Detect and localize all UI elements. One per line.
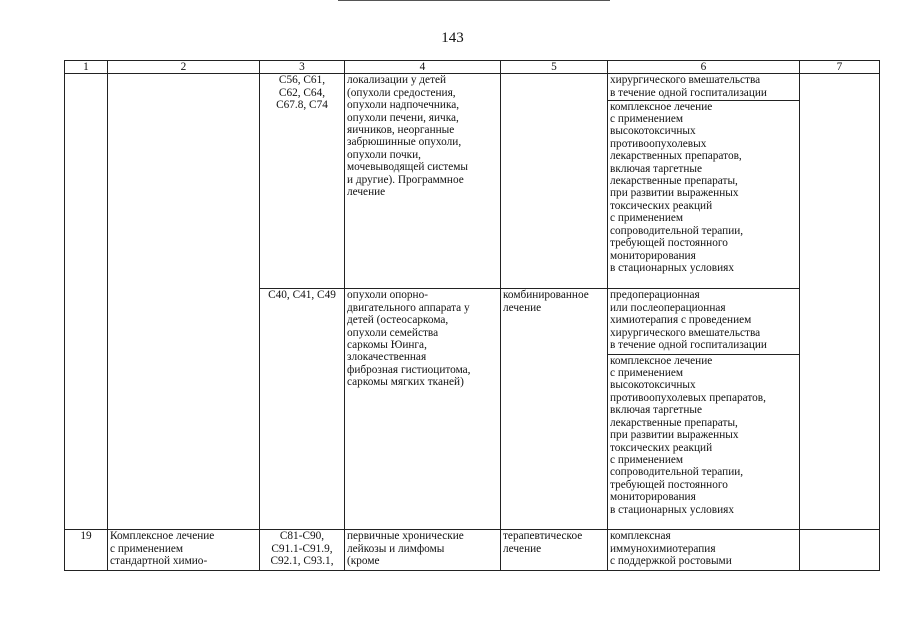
header-col-2: 2 <box>108 61 260 74</box>
row19-number: 19 <box>65 530 108 571</box>
row19-profile: Комплексное лечение с применением стандартной химио- <box>108 530 260 571</box>
row19-disease: первичные хронические лейкозы и лимфомы (кроме <box>345 530 501 571</box>
header-col-7: 7 <box>800 61 880 74</box>
table-row-19 <box>65 530 880 571</box>
header-col-4: 4 <box>345 61 501 74</box>
top-rule <box>338 0 610 1</box>
header-col-5: 5 <box>501 61 608 74</box>
cell-col1-continued <box>65 74 108 530</box>
block-b-method-2: комплексное лечение с применением высокотоксичных противоопухолевых препаратов, включая таргетные лекарственные препараты, при развитии выраженных токсических реакций с применением сопроводительной терапии, требующей постоянного мониторирования в стационарных условиях <box>608 354 800 530</box>
table-row <box>65 74 880 100</box>
block-a-treatment-type <box>501 74 608 289</box>
block-a-disease: локализации у детей (опухоли средостения, опухоли надпочечника, опухоли печени, яичка, яичников, неорганные забрюшинные опухоли, опухоли почки, мочевыводящей системы и другие). Программное лечение <box>345 74 501 289</box>
cell-col2-continued <box>108 74 260 530</box>
medical-care-table <box>64 60 880 571</box>
row19-method: комплексная иммунохимиотерапия с поддержкой ростовыми <box>608 530 800 571</box>
header-col-3: 3 <box>260 61 345 74</box>
row19-col7 <box>800 530 880 571</box>
block-a-icd-codes: C56, C61, C62, C64, C67.8, C74 <box>260 74 345 289</box>
header-row <box>65 61 880 74</box>
block-b-icd-codes: C40, C41, C49 <box>260 289 345 530</box>
page-number: 143 <box>441 30 464 46</box>
block-a-method-1: хирургического вмешательства в течение одной госпитализации <box>608 74 800 100</box>
row19-icd-codes: C81-C90, C91.1-C91.9, C92.1, C93.1, <box>260 530 345 571</box>
cell-col7-continued <box>800 74 880 530</box>
header-col-1: 1 <box>65 61 108 74</box>
block-b-disease: опухоли опорно- двигательного аппарата у детей (остеосаркома, опухоли семейства саркомы Юинга, злокачественная фиброзная гистиоцитома, саркомы мягких тканей) <box>345 289 501 530</box>
block-b-treatment-type: комбинированное лечение <box>501 289 608 530</box>
row19-treatment-type: терапевтическое лечение <box>501 530 608 571</box>
block-b-method-1: предоперационная или послеоперационная химиотерапия с проведением хирургического вмешательства в течение одной госпитализации <box>608 289 800 354</box>
block-a-method-2: комплексное лечение с применением высокотоксичных противоопухолевых лекарственных препаратов, включая таргетные лекарственные препараты, при развитии выраженных токсических реакций с применением сопроводительной терапии, требующей постоянного мониторирования в стационарных условиях <box>608 100 800 289</box>
header-col-6: 6 <box>608 61 800 74</box>
